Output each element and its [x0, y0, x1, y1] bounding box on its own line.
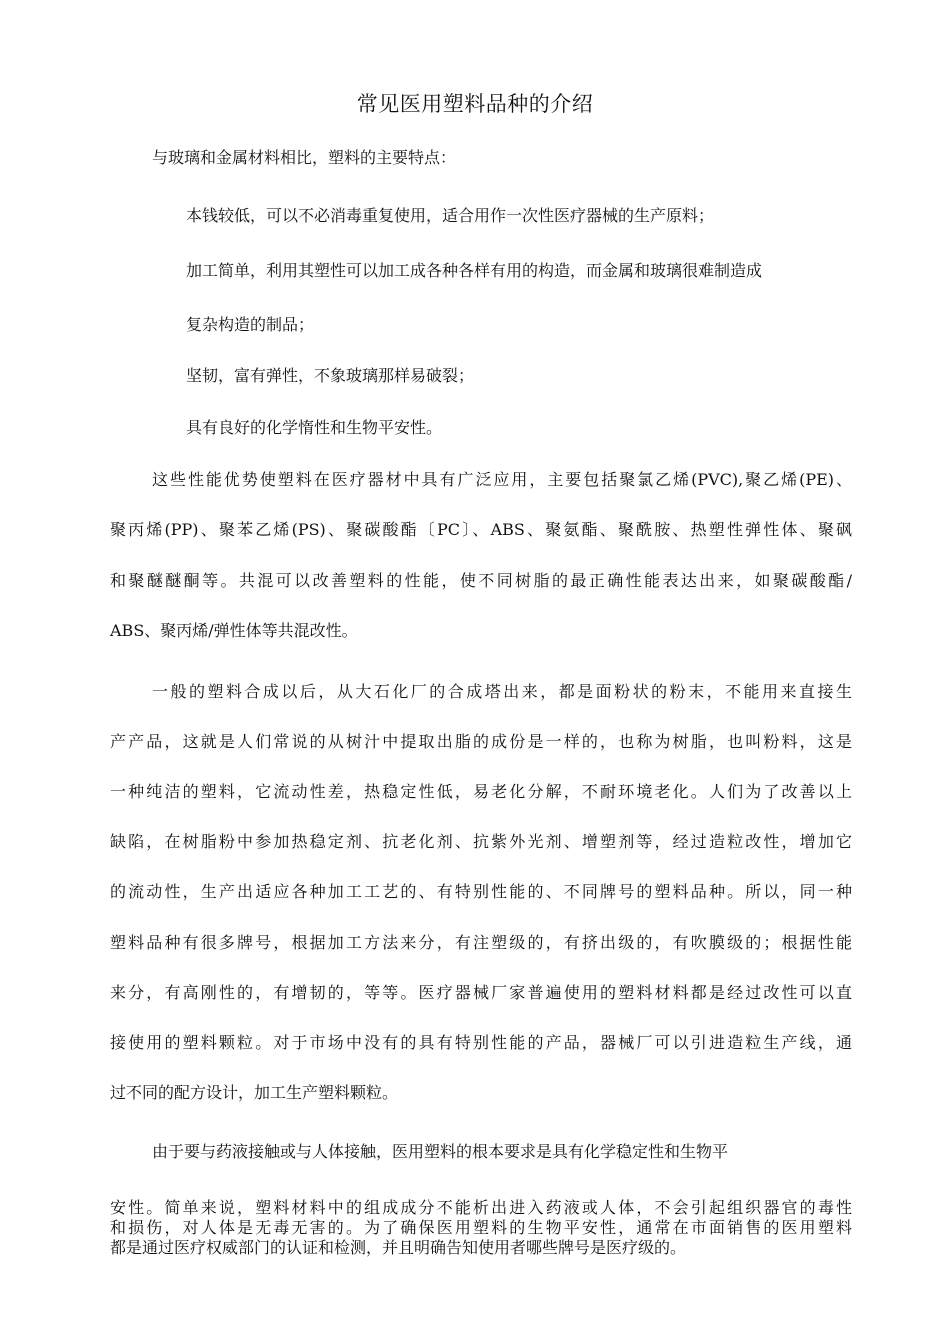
paragraph-2-line-3: 一种纯洁的塑料，它流动性差，热稳定性低，易老化分解，不耐环境老化。人们为了改善以上	[110, 782, 852, 801]
paragraph-3-line-4: 都是通过医疗权威部门的认证和检测，并且明确告知使用者哪些牌号是医疗级的。	[110, 1238, 687, 1257]
page-title: 常见医用塑料品种的介绍	[356, 92, 594, 116]
feature-item-cost: 本钱较低，可以不必消毒重复使用，适合用作一次性医疗器械的生产原料；	[186, 206, 715, 225]
paragraph-2-line-4: 缺陷，在树脂粉中参加热稳定剂、抗老化剂、抗紫外光剂、增塑剂等，经过造粒改性，增加它	[110, 832, 852, 851]
paragraph-1-line-1: 这些性能优势使塑料在医疗器材中具有广泛应用，主要包括聚氯乙烯(PVC),聚乙烯(PE)、	[152, 470, 852, 489]
paragraph-3-line-1: 由于要与药液接触或与人体接触，医用塑料的根本要求是具有化学稳定性和生物平	[152, 1142, 729, 1161]
paragraph-2-line-9: 过不同的配方设计，加工生产塑料颗粒。	[110, 1083, 399, 1102]
paragraph-1-line-4: ABS、聚丙烯/弹性体等共混改性。	[110, 621, 358, 640]
paragraph-3-line-3: 和损伤，对人体是无毒无害的。为了确保医用塑料的生物平安性，通常在市面销售的医用塑料	[110, 1218, 852, 1237]
paragraph-2-line-7: 来分，有高刚性的，有增韧的，等等。医疗器械厂家普遍使用的塑料材料都是经过改性可以直	[110, 983, 852, 1002]
intro-line: 与玻璃和金属材料相比，塑料的主要特点：	[152, 148, 457, 167]
paragraph-3-line-2: 安性。简单来说，塑料材料中的组成成分不能析出进入药液或人体，不会引起组织器官的毒性	[110, 1198, 852, 1217]
paragraph-2-line-8: 接使用的塑料颗粒。对于市场中没有的具有特别性能的产品，器械厂可以引进造粒生产线，通	[110, 1033, 852, 1052]
paragraph-2-line-5: 的流动性，生产出适应各种加工工艺的、有特别性能的、不同牌号的塑料品种。所以，同一种	[110, 882, 852, 901]
feature-item-processing: 加工简单，利用其塑性可以加工成各种各样有用的构造，而金属和玻璃很难制造成	[186, 261, 763, 280]
feature-item-toughness: 坚韧，富有弹性，不象玻璃那样易破裂；	[186, 366, 475, 385]
paragraph-2-line-6: 塑料品种有很多牌号，根据加工方法来分，有注塑级的，有挤出级的，有吹膜级的；根据性能	[110, 933, 852, 952]
paragraph-2-line-2: 产产品，这就是人们常说的从树汁中提取出脂的成份是一样的，也称为树脂，也叫粉料，这是	[110, 732, 852, 751]
feature-item-processing-cont: 复杂构造的制品；	[186, 315, 315, 334]
paragraph-1-line-3: 和聚醚醚酮等。共混可以改善塑料的性能，使不同树脂的最正确性能表达出来，如聚碳酸酯/	[110, 571, 852, 590]
paragraph-2-line-1: 一般的塑料合成以后，从大石化厂的合成塔出来，都是面粉状的粉末，不能用来直接生	[152, 682, 852, 701]
feature-item-inertness: 具有良好的化学惰性和生物平安性。	[186, 418, 443, 437]
paragraph-1-line-2: 聚丙烯(PP)、聚苯乙烯(PS)、聚碳酸酯〔PC〕、ABS、聚氨酯、聚酰胺、热塑性弹性体、聚砜	[110, 520, 852, 539]
